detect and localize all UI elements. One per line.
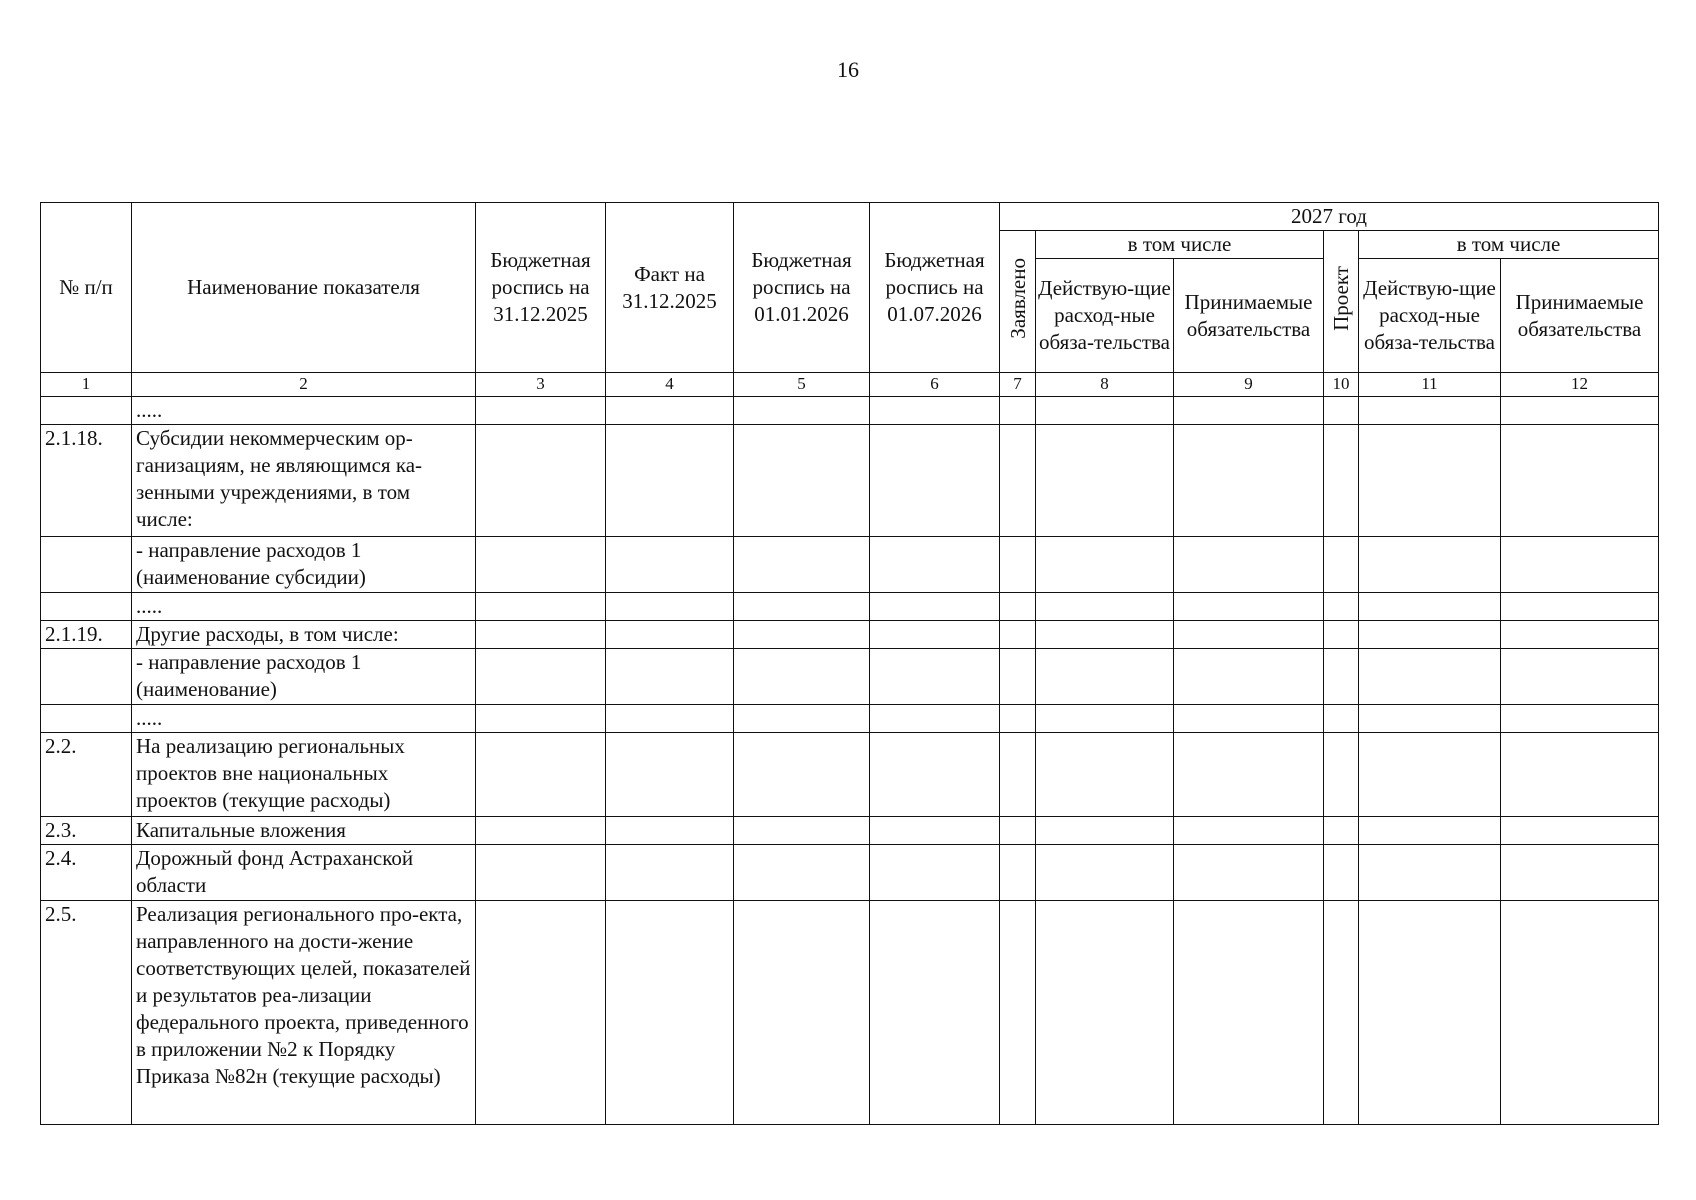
- table-row: [41, 425, 1659, 537]
- row-number: [41, 649, 132, 705]
- value-cell-col-7: [1000, 537, 1036, 593]
- header-project-label: Проект: [1329, 265, 1353, 331]
- column-number: 2: [132, 373, 476, 397]
- row-indicator-name: На реализацию региональных проектов вне национальных проектов (текущие расходы): [132, 733, 476, 817]
- value-cell-col-8: [1036, 425, 1174, 537]
- value-cell-col-10: [1324, 593, 1359, 621]
- value-cell-col-10: [1324, 537, 1359, 593]
- header-col-4: Факт на 31.12.2025: [606, 203, 734, 373]
- value-cell-col-10: [1324, 901, 1359, 1125]
- value-cell-col-8: [1036, 537, 1174, 593]
- row-indicator-name: .....: [132, 705, 476, 733]
- value-cell-col-4: [606, 733, 734, 817]
- value-cell-col-7: [1000, 733, 1036, 817]
- header-current-obligations-2: Действую-щие расход-ные обяза-тельства: [1359, 259, 1501, 373]
- value-cell-col-3: [476, 425, 606, 537]
- row-number: 2.1.19.: [41, 621, 132, 649]
- row-indicator-name: Другие расходы, в том числе:: [132, 621, 476, 649]
- value-cell-col-10: [1324, 705, 1359, 733]
- value-cell-col-9: [1174, 817, 1324, 845]
- value-cell-col-6: [870, 621, 1000, 649]
- value-cell-col-10: [1324, 397, 1359, 425]
- value-cell-col-11: [1359, 425, 1501, 537]
- column-number: 5: [734, 373, 870, 397]
- value-cell-col-4: [606, 649, 734, 705]
- column-number: 8: [1036, 373, 1174, 397]
- value-cell-col-6: [870, 649, 1000, 705]
- value-cell-col-6: [870, 733, 1000, 817]
- value-cell-col-3: [476, 649, 606, 705]
- table-body: [41, 397, 1659, 1125]
- header-year-group: 2027 год: [1000, 203, 1659, 231]
- value-cell-col-9: [1174, 397, 1324, 425]
- value-cell-col-6: [870, 537, 1000, 593]
- value-cell-col-5: [734, 649, 870, 705]
- row-number: [41, 537, 132, 593]
- value-cell-col-5: [734, 705, 870, 733]
- header-accepted-obligations-1: Принимаемые обязательства: [1174, 259, 1324, 373]
- row-indicator-name: Дорожный фонд Астраханской области: [132, 845, 476, 901]
- row-indicator-name: - направление расходов 1 (наименование): [132, 649, 476, 705]
- table-row: [41, 649, 1659, 705]
- page-number: 16: [837, 57, 859, 82]
- value-cell-col-10: [1324, 733, 1359, 817]
- value-cell-col-5: [734, 817, 870, 845]
- value-cell-col-11: [1359, 537, 1501, 593]
- table-row: [41, 537, 1659, 593]
- value-cell-col-7: [1000, 817, 1036, 845]
- column-number: 7: [1000, 373, 1036, 397]
- value-cell-col-8: [1036, 817, 1174, 845]
- header-col-6: Бюджетная роспись на 01.07.2026: [870, 203, 1000, 373]
- value-cell-col-12: [1501, 733, 1659, 817]
- value-cell-col-11: [1359, 397, 1501, 425]
- value-cell-col-3: [476, 845, 606, 901]
- value-cell-col-11: [1359, 705, 1501, 733]
- header-accepted-obligations-2: Принимаемые обязательства: [1501, 259, 1659, 373]
- value-cell-col-7: [1000, 397, 1036, 425]
- value-cell-col-7: [1000, 901, 1036, 1125]
- row-number: [41, 397, 132, 425]
- column-number: 4: [606, 373, 734, 397]
- value-cell-col-5: [734, 593, 870, 621]
- value-cell-col-8: [1036, 649, 1174, 705]
- header-current-obligations-1: Действую-щие расход-ные обяза-тельства: [1036, 259, 1174, 373]
- row-number: [41, 593, 132, 621]
- value-cell-col-7: [1000, 845, 1036, 901]
- value-cell-col-4: [606, 593, 734, 621]
- header-name: Наименование показателя: [132, 203, 476, 373]
- value-cell-col-3: [476, 733, 606, 817]
- value-cell-col-9: [1174, 845, 1324, 901]
- value-cell-col-8: [1036, 397, 1174, 425]
- value-cell-col-10: [1324, 425, 1359, 537]
- column-number: 1: [41, 373, 132, 397]
- value-cell-col-12: [1501, 537, 1659, 593]
- column-number: 9: [1174, 373, 1324, 397]
- value-cell-col-3: [476, 621, 606, 649]
- value-cell-col-3: [476, 817, 606, 845]
- value-cell-col-4: [606, 901, 734, 1125]
- value-cell-col-11: [1359, 621, 1501, 649]
- value-cell-col-9: [1174, 621, 1324, 649]
- value-cell-col-10: [1324, 649, 1359, 705]
- column-number-row: [41, 373, 1659, 397]
- row-number: 2.5.: [41, 901, 132, 1125]
- table-row: [41, 733, 1659, 817]
- value-cell-col-5: [734, 537, 870, 593]
- row-number: 2.4.: [41, 845, 132, 901]
- value-cell-col-8: [1036, 621, 1174, 649]
- value-cell-col-6: [870, 705, 1000, 733]
- header-declared-label: Заявлено: [1005, 257, 1030, 339]
- row-indicator-name: Реализация регионального про-екта, направленного на дости-жение соответствующих целей, показателей и результатов реа-лизации федерального проекта, приведенного в приложении №2 к Порядку Приказа №82н (текущие расходы): [132, 901, 476, 1125]
- value-cell-col-11: [1359, 817, 1501, 845]
- row-number: 2.2.: [41, 733, 132, 817]
- value-cell-col-11: [1359, 649, 1501, 705]
- header-num: № п/п: [41, 203, 132, 373]
- value-cell-col-5: [734, 621, 870, 649]
- table-row: [41, 845, 1659, 901]
- table-row: [41, 901, 1659, 1125]
- value-cell-col-6: [870, 901, 1000, 1125]
- value-cell-col-10: [1324, 621, 1359, 649]
- header-project: [1324, 231, 1359, 373]
- value-cell-col-11: [1359, 845, 1501, 901]
- column-number: 12: [1501, 373, 1659, 397]
- value-cell-col-9: [1174, 425, 1324, 537]
- value-cell-col-8: [1036, 593, 1174, 621]
- table-row: [41, 621, 1659, 649]
- value-cell-col-12: [1501, 705, 1659, 733]
- value-cell-col-10: [1324, 817, 1359, 845]
- value-cell-col-6: [870, 817, 1000, 845]
- header-including-1: в том числе: [1036, 231, 1324, 259]
- value-cell-col-12: [1501, 425, 1659, 537]
- value-cell-col-8: [1036, 845, 1174, 901]
- value-cell-col-12: [1501, 593, 1659, 621]
- value-cell-col-4: [606, 845, 734, 901]
- row-indicator-name: .....: [132, 593, 476, 621]
- budget-table: [40, 202, 1659, 1125]
- value-cell-col-4: [606, 425, 734, 537]
- row-number: 2.1.18.: [41, 425, 132, 537]
- value-cell-col-12: [1501, 397, 1659, 425]
- value-cell-col-9: [1174, 733, 1324, 817]
- value-cell-col-6: [870, 593, 1000, 621]
- value-cell-col-6: [870, 397, 1000, 425]
- row-number: 2.3.: [41, 817, 132, 845]
- value-cell-col-9: [1174, 901, 1324, 1125]
- value-cell-col-8: [1036, 901, 1174, 1125]
- value-cell-col-11: [1359, 733, 1501, 817]
- value-cell-col-3: [476, 593, 606, 621]
- value-cell-col-10: [1324, 845, 1359, 901]
- value-cell-col-12: [1501, 845, 1659, 901]
- header-col-5: Бюджетная роспись на 01.01.2026: [734, 203, 870, 373]
- header-col-3: Бюджетная роспись на 31.12.2025: [476, 203, 606, 373]
- value-cell-col-8: [1036, 705, 1174, 733]
- value-cell-col-9: [1174, 593, 1324, 621]
- table-row: [41, 705, 1659, 733]
- row-indicator-name: Капитальные вложения: [132, 817, 476, 845]
- value-cell-col-4: [606, 621, 734, 649]
- value-cell-col-9: [1174, 649, 1324, 705]
- value-cell-col-3: [476, 537, 606, 593]
- value-cell-col-9: [1174, 537, 1324, 593]
- value-cell-col-7: [1000, 425, 1036, 537]
- value-cell-col-12: [1501, 901, 1659, 1125]
- value-cell-col-5: [734, 397, 870, 425]
- row-indicator-name: Субсидии некоммерческим ор-ганизациям, не являющимся ка-зенными учреждениями, в том числе:: [132, 425, 476, 537]
- column-number: 6: [870, 373, 1000, 397]
- value-cell-col-5: [734, 733, 870, 817]
- value-cell-col-12: [1501, 649, 1659, 705]
- column-number: 10: [1324, 373, 1359, 397]
- row-number: [41, 705, 132, 733]
- row-indicator-name: .....: [132, 397, 476, 425]
- value-cell-col-3: [476, 705, 606, 733]
- value-cell-col-4: [606, 817, 734, 845]
- table-row: [41, 593, 1659, 621]
- value-cell-col-3: [476, 901, 606, 1125]
- column-number: 3: [476, 373, 606, 397]
- value-cell-col-7: [1000, 649, 1036, 705]
- value-cell-col-12: [1501, 817, 1659, 845]
- header-declared: [1000, 231, 1036, 373]
- value-cell-col-5: [734, 845, 870, 901]
- value-cell-col-7: [1000, 593, 1036, 621]
- value-cell-col-11: [1359, 593, 1501, 621]
- value-cell-col-7: [1000, 621, 1036, 649]
- row-indicator-name: - направление расходов 1 (наименование субсидии): [132, 537, 476, 593]
- table-row: [41, 397, 1659, 425]
- value-cell-col-5: [734, 425, 870, 537]
- value-cell-col-12: [1501, 621, 1659, 649]
- value-cell-col-11: [1359, 901, 1501, 1125]
- value-cell-col-9: [1174, 705, 1324, 733]
- table-row: [41, 817, 1659, 845]
- value-cell-col-8: [1036, 733, 1174, 817]
- value-cell-col-4: [606, 705, 734, 733]
- value-cell-col-3: [476, 397, 606, 425]
- value-cell-col-5: [734, 901, 870, 1125]
- value-cell-col-6: [870, 845, 1000, 901]
- column-number: 11: [1359, 373, 1501, 397]
- value-cell-col-6: [870, 425, 1000, 537]
- header-including-2: в том числе: [1359, 231, 1659, 259]
- value-cell-col-7: [1000, 705, 1036, 733]
- value-cell-col-4: [606, 537, 734, 593]
- value-cell-col-4: [606, 397, 734, 425]
